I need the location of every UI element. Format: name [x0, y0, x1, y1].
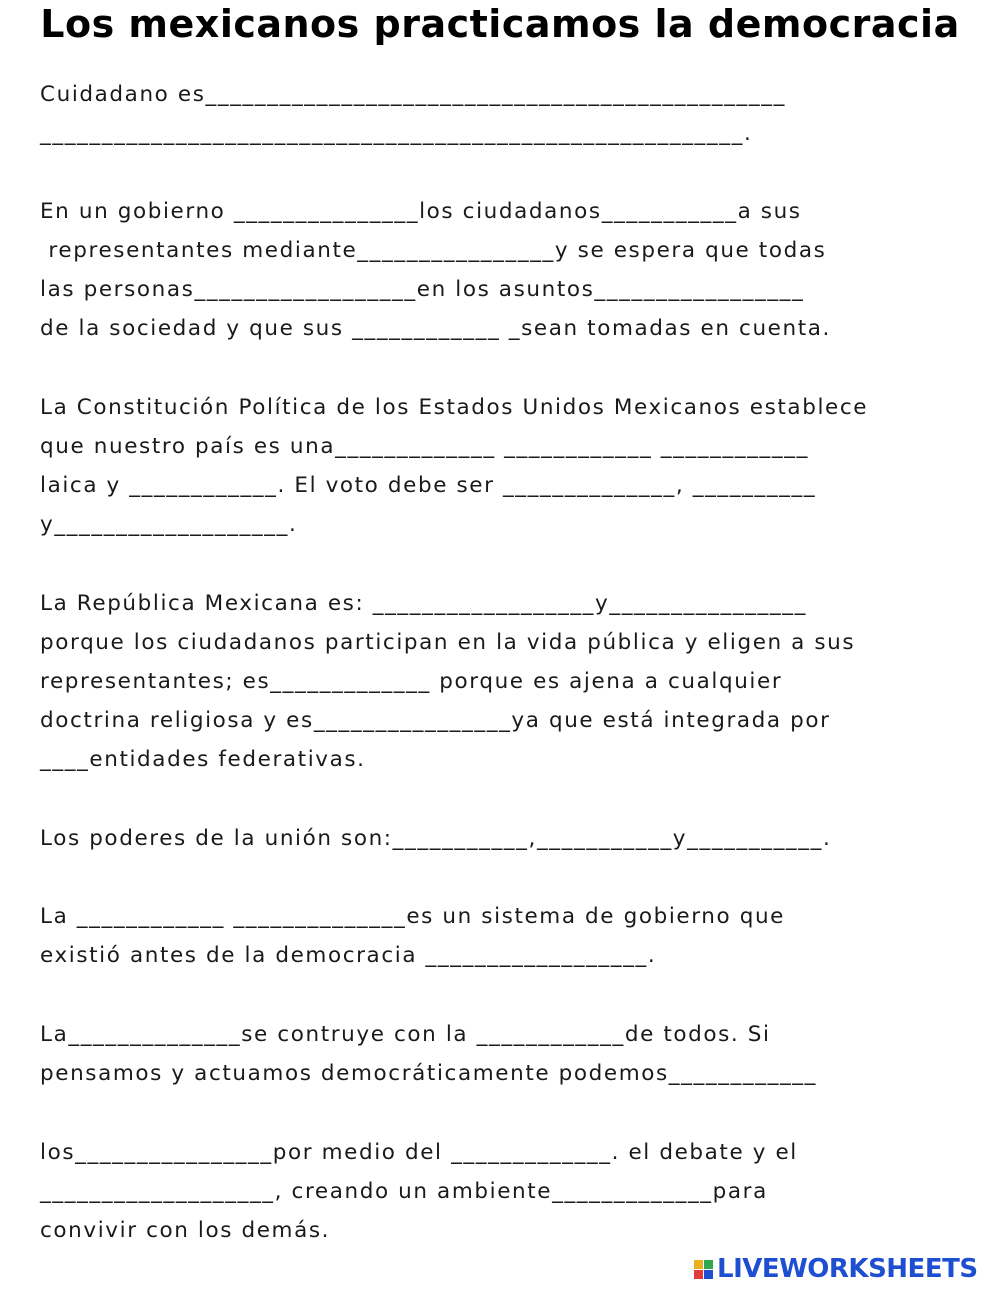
text-line: ____entidades federativas. [40, 747, 366, 772]
text-line: que nuestro país es una_____________ ____________ ____________ [40, 434, 809, 459]
text-line: convivir con los demás. [40, 1218, 331, 1243]
liveworksheets-logo-icon [694, 1260, 713, 1279]
page-title: Los mexicanos practicamos la democracia [40, 2, 960, 46]
text-line: y___________________. [40, 512, 298, 537]
text-line: los________________por medio del _____________. el debate y el [40, 1140, 798, 1165]
text-line: laica y ____________. El voto debe ser ______________, __________ [40, 473, 817, 498]
liveworksheets-logo[interactable] [694, 1254, 978, 1284]
liveworksheets-logo-text: LIVEWORKSHEETS [717, 1254, 978, 1284]
text-line: ___________________, creando un ambiente_____________para [40, 1179, 768, 1204]
text-line: Los poderes de la unión son:___________,___________y___________. [40, 826, 832, 851]
text-line: representantes mediante________________y se espera que todas [40, 238, 827, 263]
text-line: La Constitución Política de los Estados Unidos Mexicanos establece [40, 395, 869, 420]
text-line: doctrina religiosa y es________________ya que está integrada por [40, 708, 831, 733]
text-line: pensamos y actuamos democráticamente podemos____________ [40, 1061, 818, 1086]
text-line: La______________se contruye con la ____________de todos. Si [40, 1022, 771, 1047]
text-line: representantes; es_____________ porque es ajena a cualquier [40, 669, 783, 694]
text-line: Cuidadano es_______________________________________________ [40, 82, 786, 107]
text-line: _________________________________________________________. [40, 121, 753, 146]
text-line: En un gobierno _______________los ciudadanos___________a sus [40, 199, 802, 224]
text-line: porque los ciudadanos participan en la vida pública y eligen a sus [40, 630, 856, 655]
text-line: existió antes de la democracia __________________. [40, 943, 657, 968]
text-line: las personas__________________en los asuntos_________________ [40, 277, 805, 302]
text-line: La ____________ ______________es un sistema de gobierno que [40, 904, 785, 929]
text-line: de la sociedad y que sus ____________ _sean tomadas en cuenta. [40, 316, 831, 341]
text-line: La República Mexicana es: __________________y________________ [40, 591, 807, 616]
